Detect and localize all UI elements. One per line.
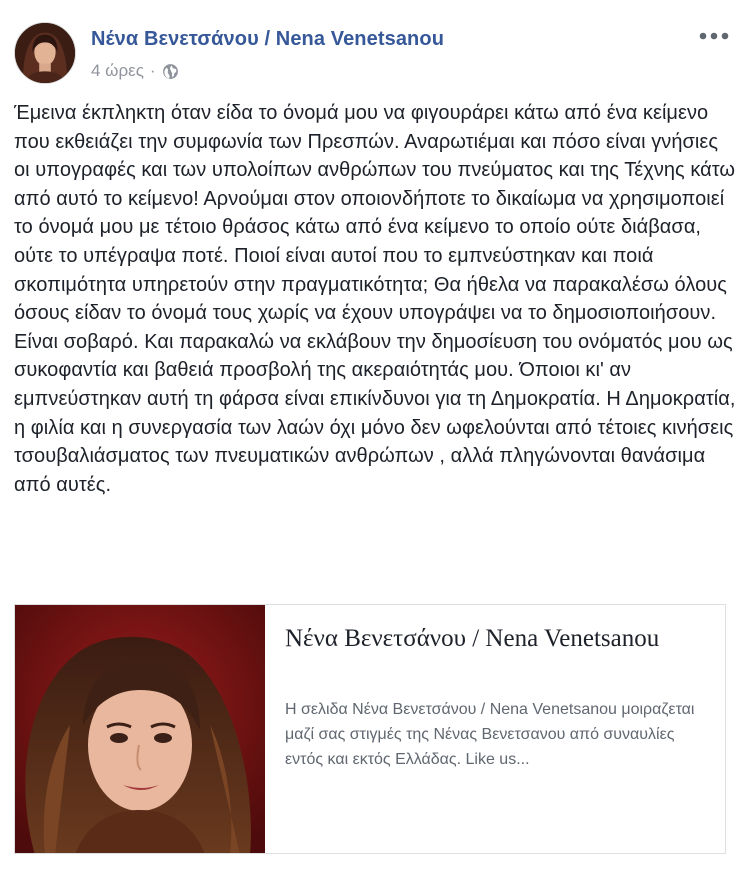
post-meta <box>91 61 179 81</box>
more-options-icon <box>699 32 729 40</box>
globe-icon[interactable] <box>162 63 179 80</box>
page-photo-icon <box>15 605 265 854</box>
post-timestamp[interactable]: 4 ώρες <box>91 61 144 80</box>
author-name-link[interactable]: Νένα Βενετσάνου / Nena Venetsanou <box>91 28 445 50</box>
link-preview-title[interactable]: Νένα Βενετσάνου / Nena Venetsanou <box>285 625 660 652</box>
link-preview-image[interactable] <box>15 605 265 854</box>
meta-separator: · <box>149 61 156 80</box>
author-avatar[interactable] <box>14 22 76 84</box>
post-body-text: Έμεινα έκπληκτη όταν είδα το όνομά μου να φιγουράρει κάτω από ένα κείμενο που εκθειάζει την συμφωνία των Πρεσπών. Αναρωτιέμαι και πόσο είναι γνήσιες οι υπογραφές και των υπολοίπων ανθρώπων του πνεύματος και της Τέχνης κάτω από αυτό το κείμενο! Αρνούμαι στον οποιονδήποτε το δικαίωμα να χρησιμοποιεί το όνομά μου με τέτοιο θράσος κάτω από ένα κείμενο το οποίο ούτε διάβασα, ούτε το υπέγραψα ποτέ. Ποιοί είναι αυτοί που το εμπνεύστηκαν και ποιά σκοπιμότητα υπηρετούν στην πραγματικότητα; Θα ήθελα να παρακαλέσω όλους όσους είδαν το όνομά τους χωρίς να έχουν υπογράψει να το δημοσιοποιήσουν. Είναι σοβαρό. Και παρακαλώ να εκλάβουν την δημοσίευση του ονόματός μου ως συκοφαντία και βαθειά προσβολή της ακεραιότητάς μου. Όποιοι κι' αν εμπνεύστηκαν αυτή τη φάρσα είναι επικίνδυνοι για τη Δημοκρατία. Η Δημοκρατία, η φιλία και η συνεργασία των λαών όχι μόνο δεν ωφελούνται από τέτοιες κινήσεις τσουβαλιάσματος των πνευματικών ανθρώπων , αλλά πληγώνονται θανάσιμα από αυτές. <box>14 102 736 496</box>
link-preview-description: Η σελιδα Νένα Βενετσάνου / Nena Venetsanou μοιραζεται μαζί σας στιγμές της Νένας Βενετσανου από συναυλίες εντός και εκτός Ελλάδας. Like us... <box>285 701 695 768</box>
post-header <box>14 22 736 92</box>
link-preview-card[interactable] <box>14 604 726 854</box>
avatar-photo-icon <box>15 23 75 83</box>
more-options-button[interactable] <box>696 24 732 48</box>
